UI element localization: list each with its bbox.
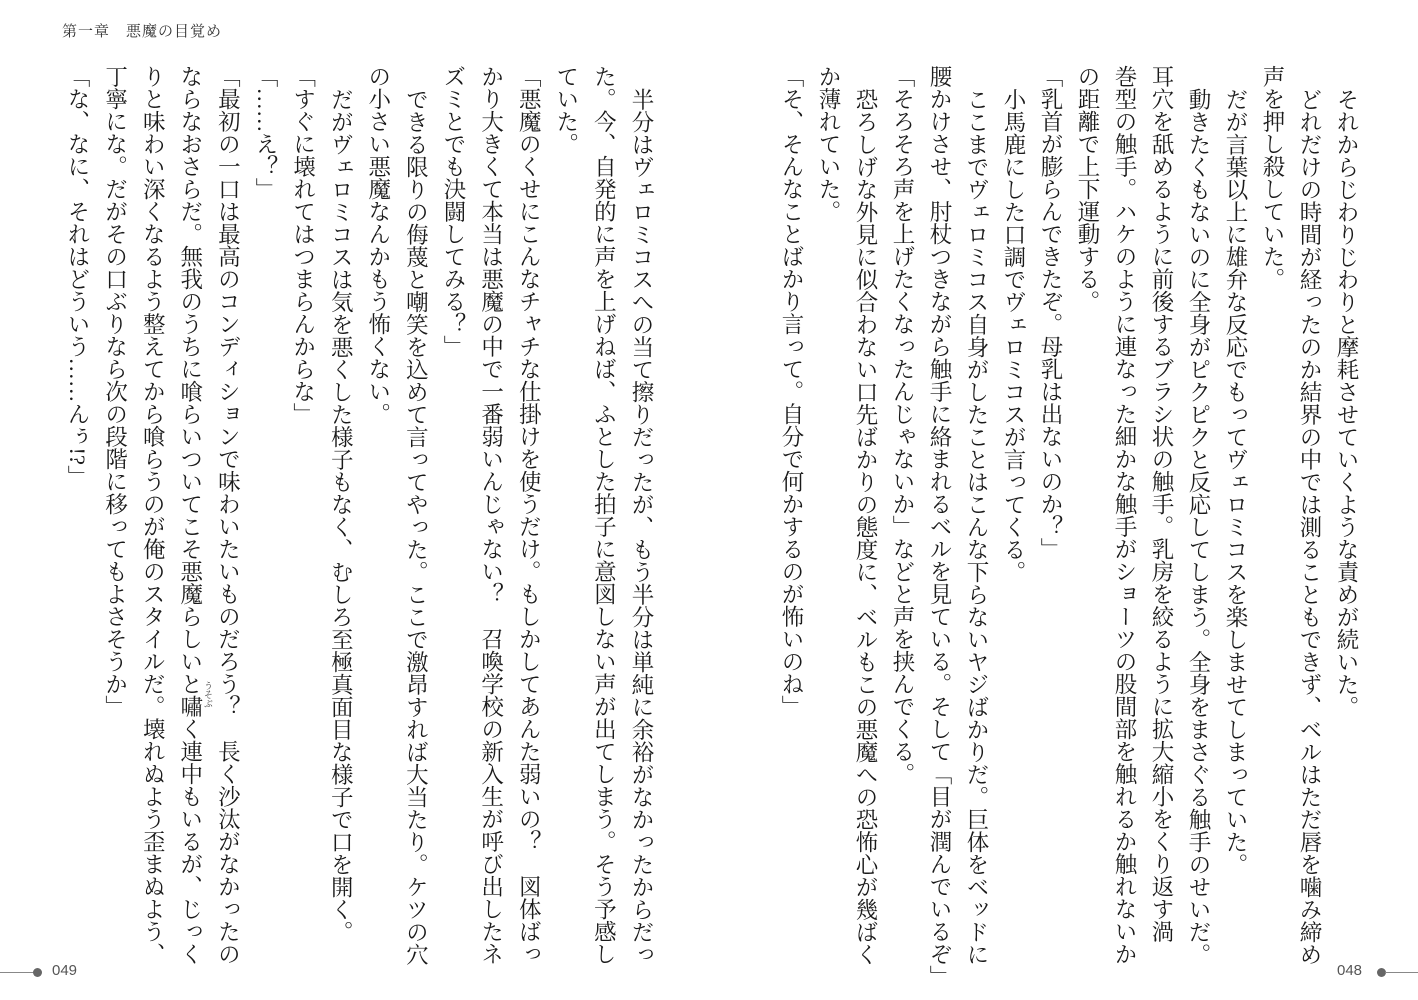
text-column: た。今、自発的に声を上げねば、ふとした拍子に意図しない声が出てしまう。そう予感し xyxy=(591,65,617,965)
text-column: 「そ、そんなことばかり言って。自分で何かするのが怖いのね」 xyxy=(779,65,804,718)
text-column: 耳穴を舐めるように前後するブラシ状の触手。乳房を絞るように拡大縮小をくり返す渦 xyxy=(1149,65,1174,943)
text-column: 「最初の一口は最高のコンディションで味わいたいものだろう？ 長く沙汰がなかったの xyxy=(215,65,241,965)
text-column: 「すぐに壊れてはつまらんからな」 xyxy=(290,65,316,425)
page-number-left: 049 xyxy=(52,962,78,979)
text-column: 腰かけさせ、肘杖つきながら触手に絡まれるベルを見ている。そして「目が潤んでいるぞ」 xyxy=(927,65,952,988)
text-column: か薄れていた。 xyxy=(816,65,841,223)
text-column: 半分はヴェロミコスへの当て擦りだったが、もう半分は単純に余裕がなかったからだっ xyxy=(629,87,654,965)
text-column: だがヴェロミコスは気を悪くした様子もなく、むしろ至極真面目な様子で口を開く。 xyxy=(328,87,354,943)
text-column: 「そろそろ声を上げたくなったんじゃないか」などと声を挟んでくる。 xyxy=(890,65,915,785)
text-column: 「悪魔のくせにこんなチャチな仕掛けを使うだけ。もしかしてあんた弱いの？ 図体ばっ xyxy=(516,65,542,965)
running-header: 第一章 悪魔の目覚め xyxy=(62,24,223,40)
text-column: 「乳首が膨らんできたぞ。母乳は出ないのか？」 xyxy=(1038,65,1063,560)
page-number-right: 048 xyxy=(1337,962,1363,979)
text-column: ズミとでも決闘してみる？」 xyxy=(441,65,466,358)
text-column: 丁寧にな。だがその口ぶりなら次の段階に移ってもよさそうか」 xyxy=(102,65,128,718)
text-column: どれだけの時間が経ったのか結界の中では測ることもできず、ベルはただ唇を噛み締め xyxy=(1297,87,1322,965)
footer-rule-left xyxy=(0,972,34,973)
text-column: ていた。 xyxy=(553,65,579,155)
text-column: かり大きくて本当は悪魔の中で一番弱いんじゃない？ 召喚学校の新入生が呼び出したネ xyxy=(478,65,504,965)
text-column: 巻型の触手。ハケのように連なった細かな触手がショーツの股間部を触れるか触れないか xyxy=(1112,65,1137,965)
text-column: 「……え？」 xyxy=(253,65,278,200)
text-column: りと味わい深くなるよう整えてから喰らうのが俺のスタイルだ。壊れぬよう歪まぬよう、 xyxy=(140,65,166,965)
text-column: 動きたくもないのに全身がピクピクと反応してしまう。全身をまさぐる触手のせいだ。 xyxy=(1186,87,1211,965)
footer-rule-right xyxy=(1385,972,1418,973)
text-column: 小馬鹿にした口調でヴェロミコスが言ってくる。 xyxy=(1001,87,1026,583)
ruby-annotation: うそぶ xyxy=(203,681,213,708)
text-column: だが言葉以上に雄弁な反応でもってヴェロミコスを楽しませてしまっていた。 xyxy=(1223,87,1248,875)
text-column: の距離で上下運動する。 xyxy=(1075,65,1100,313)
text-column: できる限りの侮蔑と嘲笑を込めて言ってやった。ここで激昂すれば大当たり。ケツの穴 xyxy=(403,87,429,965)
text-column: の小さい悪魔なんかもう怖くない。 xyxy=(365,65,391,425)
text-column: ここまでヴェロミコス自身がしたことはこんな下らないヤジばかりだ。巨体をベッドに xyxy=(964,87,989,965)
text-column: 「な、なに、それはどういう……んぅ!?」 xyxy=(65,65,90,488)
text-column: 恐ろしげな外見に似合わない口先ばかりの態度に、ベルもこの悪魔への恐怖心が幾ばく xyxy=(853,87,878,965)
text-column: ならなおさらだ。無我のうちに喰らいついてこそ悪魔らしいと嘯く連中もいるが、じっく xyxy=(177,65,203,965)
footer-dot-left xyxy=(33,968,42,977)
text-column: それからじわりじわりと摩耗させていくような責めが続いた。 xyxy=(1334,87,1359,718)
text-column: 声を押し殺していた。 xyxy=(1260,65,1285,290)
